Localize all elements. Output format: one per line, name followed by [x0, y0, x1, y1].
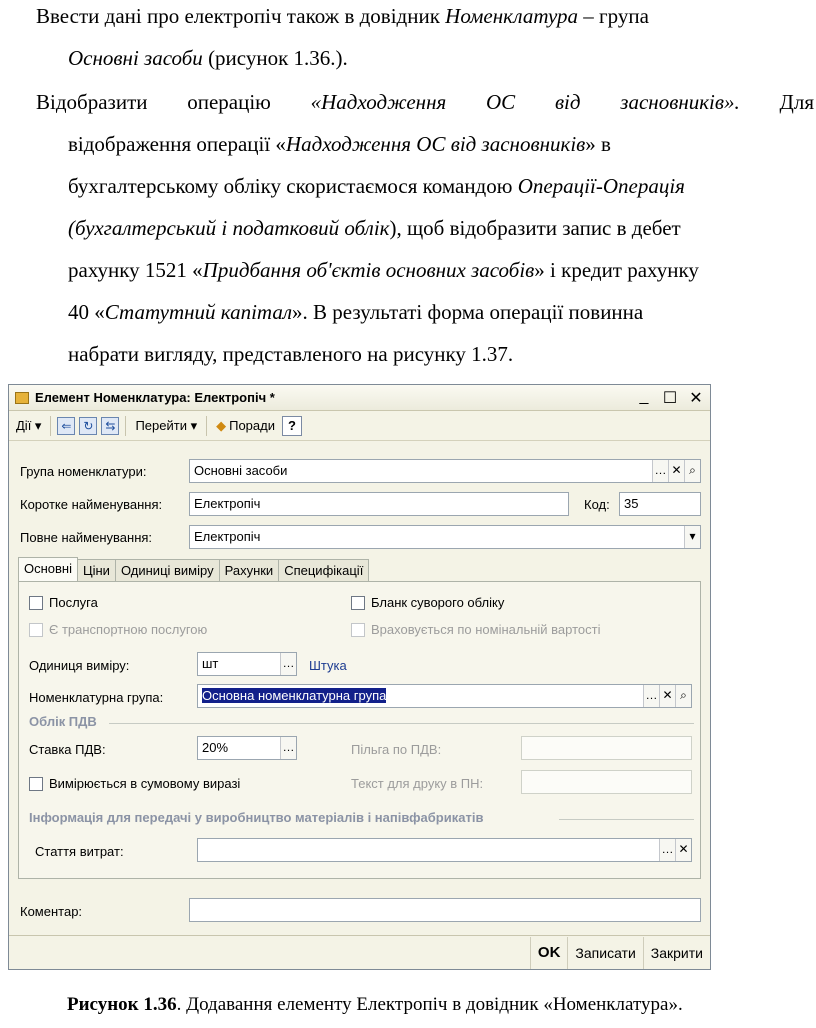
tab-prices[interactable]: Ціни [77, 559, 116, 581]
tab-specs[interactable]: Специфікації [278, 559, 369, 581]
help-button[interactable]: ? [282, 416, 302, 436]
paragraph-2-line-3: бухгалтерському обліку скористаємося командою Операції-Операція [68, 174, 685, 198]
group-field[interactable]: Основні засоби … ✕ ⌕ [189, 459, 701, 483]
toolbar [9, 411, 710, 441]
nomgroup-label: Номенклатурна група: [29, 690, 164, 705]
cost-item-field[interactable] [197, 838, 692, 862]
tab-strip [18, 559, 368, 581]
switch-icon[interactable]: ⇆ [101, 417, 119, 435]
unit-field[interactable]: шт … [197, 652, 297, 676]
group-label: Група номенклатури: [20, 464, 147, 479]
nominal-checkbox[interactable] [351, 623, 365, 637]
select-button[interactable]: … [280, 737, 296, 759]
bottom-bar [9, 935, 710, 969]
print-text-label: Текст для друку в ПН: [351, 776, 484, 791]
minimize-button[interactable]: _ [639, 388, 649, 405]
save-button[interactable]: Записати [567, 937, 642, 969]
catalog-icon [15, 392, 29, 404]
chevron-down-icon[interactable]: ▾ [684, 526, 700, 548]
select-button[interactable]: … [652, 460, 668, 482]
actions-menu[interactable]: Дії ▾ [16, 417, 42, 433]
paragraph-2-line-7: набрати вигляду, представленого на рисунку 1.37. [68, 342, 514, 366]
paragraph-1-line-1: Ввести дані про електропіч також в довідник Номенклатура – група [36, 4, 649, 28]
select-button[interactable]: … [659, 839, 675, 861]
select-button[interactable]: … [643, 685, 659, 707]
goto-menu[interactable]: Перейти ▾ [135, 417, 198, 433]
nomgroup-field[interactable]: Основна номенклатурна група … ✕ ⌕ [197, 684, 692, 708]
strict-form-label: Бланк суворого обліку [371, 595, 505, 610]
ok-button[interactable]: OK [530, 937, 568, 969]
refresh-icon[interactable]: ↻ [79, 417, 97, 435]
print-text-field[interactable] [521, 770, 692, 794]
service-checkbox[interactable] [29, 596, 43, 610]
select-button[interactable]: … [280, 653, 296, 675]
close-button[interactable]: ✕ [689, 390, 703, 407]
vat-rate-label: Ставка ПДВ: [29, 742, 106, 757]
vat-benefit-label: Пільга по ПДВ: [351, 742, 442, 757]
tab-panel-main [18, 581, 701, 879]
unit-label: Одиниця виміру: [29, 658, 130, 673]
tips-icon: ◆ [216, 417, 227, 433]
unit-link[interactable]: Штука [309, 658, 347, 673]
comment-field[interactable] [189, 898, 701, 922]
paragraph-2-line-5: рахунку 1521 «Придбання об'єктів основних засобів» і кредит рахунку [68, 258, 699, 282]
window-titlebar [9, 385, 710, 411]
production-header: Інформація для передачі у виробництво матеріалів і напівфабрикатів [29, 810, 484, 825]
sum-measure-checkbox[interactable] [29, 777, 43, 791]
clear-icon[interactable]: ✕ [659, 685, 675, 707]
search-icon[interactable]: ⌕ [684, 460, 700, 482]
transport-label: Є транспортною послугою [49, 622, 208, 637]
paragraph-2-line-4: (бухгалтерський і податковий облік), щоб відобразити запис в дебет [68, 216, 681, 240]
transport-checkbox[interactable] [29, 623, 43, 637]
clear-icon[interactable]: ✕ [675, 839, 691, 861]
vat-header: Облік ПДВ [29, 714, 97, 729]
short-name-field[interactable]: Електропіч [189, 492, 569, 516]
paragraph-2-line-6: 40 «Статутний капітал». В результаті форма операції повинна [68, 300, 644, 324]
tab-units[interactable]: Одиниці виміру [115, 559, 220, 581]
close-form-button[interactable]: Закрити [643, 937, 710, 969]
back-arrow-icon[interactable]: ⇐ [57, 417, 75, 435]
nomenclature-window [8, 384, 711, 970]
cost-item-label: Стаття витрат: [35, 844, 124, 859]
sum-measure-label: Вимірюється в сумовому виразі [49, 776, 241, 791]
full-name-label: Повне найменування: [20, 530, 153, 545]
nominal-label: Враховується по номінальній вартості [371, 622, 601, 637]
code-field[interactable]: 35 [619, 492, 701, 516]
short-name-label: Коротке найменування: [20, 497, 163, 512]
tab-main[interactable]: Основні [18, 557, 78, 581]
paragraph-2-line-2: відображення операції «Надходження ОС від засновників» в [68, 132, 611, 156]
service-label: Послуга [49, 595, 98, 610]
code-label: Код: [584, 497, 610, 512]
figure-caption: Рисунок 1.36. Додавання елементу Електропіч в довідник «Номенклатура». [67, 994, 683, 1015]
tips-button[interactable]: ◆ Поради [216, 417, 275, 433]
search-icon[interactable]: ⌕ [675, 685, 691, 707]
maximize-button[interactable]: ☐ [662, 390, 678, 407]
tab-accounts[interactable]: Рахунки [219, 559, 280, 581]
paragraph-2-line-1: Відобразити операцію «Надходження ОС від засновників». Для [36, 90, 814, 114]
strict-form-checkbox[interactable] [351, 596, 365, 610]
comment-label: Коментар: [20, 904, 83, 919]
vat-rate-field[interactable]: 20% … [197, 736, 297, 760]
window-title: Елемент Номенклатура: Електропіч * [35, 390, 275, 405]
vat-benefit-field[interactable] [521, 736, 692, 760]
clear-icon[interactable]: ✕ [668, 460, 684, 482]
full-name-field[interactable]: Електропіч ▾ [189, 525, 701, 549]
paragraph-1-line-2: Основні засоби (рисунок 1.36.). [68, 46, 348, 70]
